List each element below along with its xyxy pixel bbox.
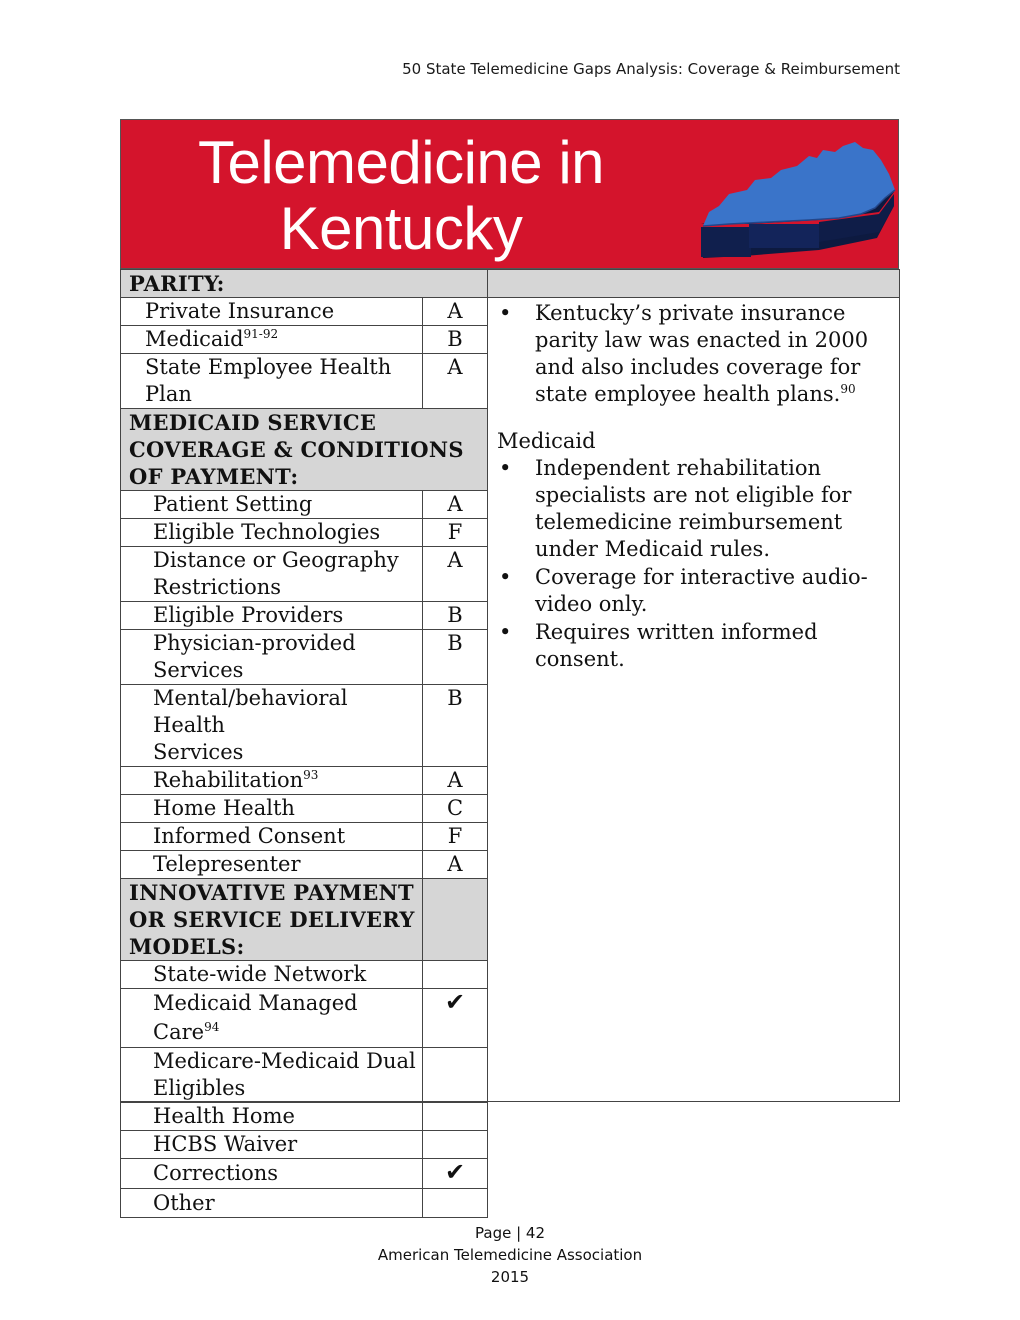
row-label: Physician-provided Services [121, 630, 423, 685]
table-row [121, 961, 488, 989]
section-header-innovative-payment [121, 879, 488, 961]
table-row [121, 989, 488, 1048]
check-icon: ✔ [423, 1159, 488, 1189]
table-row [121, 1048, 488, 1103]
table-row [121, 1103, 488, 1131]
table-row [121, 630, 488, 685]
table-row [121, 851, 488, 879]
row-label: Distance or Geography Restrictions [121, 547, 423, 602]
section-header-medicaid-service [121, 409, 488, 491]
row-label: Informed Consent [121, 823, 423, 851]
list-item: • Kentucky’s private insurance parity law was enacted in 2000 and also includes coverage for state employee health plans.$^{90}$ [497, 300, 892, 408]
footnote-ref: 94 [204, 1020, 220, 1034]
row-label: State Employee Health Plan [121, 354, 423, 409]
row-grade: A [423, 547, 488, 602]
row-label: Medicaid$^{91-92}$ [121, 326, 423, 354]
table-row [121, 519, 488, 547]
row-label: Health Home [121, 1103, 423, 1131]
section-heading-blank [423, 879, 488, 961]
row-grade: B [423, 326, 488, 354]
row-grade: C [423, 795, 488, 823]
table-row [121, 547, 488, 602]
row-label: Eligible Providers [121, 602, 423, 630]
check-icon [423, 961, 488, 989]
running-header: 50 State Telemedicine Gaps Analysis: Coverage & Reimbursement [402, 60, 900, 78]
footnote-ref: 91-92 [243, 327, 279, 341]
coverage-table [120, 269, 488, 1218]
table-row [121, 602, 488, 630]
row-label: State-wide Network [121, 961, 423, 989]
row-grade: B [423, 685, 488, 767]
list-item: • Requires written informed consent. [497, 619, 892, 673]
banner-title [151, 130, 651, 262]
medicaid-notes-heading: Medicaid [497, 429, 596, 453]
row-grade: A [423, 491, 488, 519]
table-row [121, 298, 488, 326]
row-label: Corrections [121, 1159, 423, 1189]
row-label: Other [121, 1189, 423, 1218]
banner-title-line-2: Kentucky [279, 195, 523, 262]
kentucky-state-map-icon [689, 132, 899, 267]
table-row [121, 326, 488, 354]
footer-year: 2015 [490, 1268, 530, 1286]
row-label: Medicaid Managed Care$^{94}$ [121, 989, 423, 1048]
notes-column [497, 300, 892, 674]
list-item: • Coverage for interactive audio-video only. [497, 564, 892, 618]
list-item: • Independent rehabilitation specialists are not eligible for telemedicine reimbursement under Medicaid rules. [497, 455, 892, 563]
row-grade: F [423, 823, 488, 851]
row-label: Mental/behavioral Health Services [121, 685, 423, 767]
table-row [121, 823, 488, 851]
row-label: Home Health [121, 795, 423, 823]
table-row [121, 795, 488, 823]
row-grade: A [423, 851, 488, 879]
check-icon [423, 1103, 488, 1131]
footnote-ref: 93 [303, 768, 319, 782]
section-header-parity [121, 270, 488, 298]
title-banner [120, 119, 899, 269]
table-row [121, 767, 488, 795]
section-heading: MEDICAID SERVICE COVERAGE & CONDITIONS OF PAYMENT: [121, 409, 488, 491]
check-icon [423, 1131, 488, 1159]
table-row [121, 1159, 488, 1189]
row-grade: B [423, 602, 488, 630]
table-row [121, 354, 488, 409]
table-row [121, 1189, 488, 1218]
row-grade: B [423, 630, 488, 685]
parity-notes [497, 300, 892, 408]
table-row [121, 685, 488, 767]
row-label: HCBS Waiver [121, 1131, 423, 1159]
row-label: Eligible Technologies [121, 519, 423, 547]
banner-title-line-1: Telemedicine in [197, 129, 605, 196]
page-footer [0, 1222, 1020, 1288]
section-heading: INNOVATIVE PAYMENT OR SERVICE DELIVERY MODELS: [121, 879, 423, 961]
row-label: Rehabilitation$^{93}$ [121, 767, 423, 795]
section-heading: PARITY: [121, 270, 488, 298]
medicaid-notes [497, 455, 892, 673]
notes-header-bar [488, 270, 899, 298]
table-row [121, 1131, 488, 1159]
row-grade: A [423, 767, 488, 795]
row-grade: A [423, 354, 488, 409]
check-icon: ✔ [423, 989, 488, 1048]
row-label: Medicare-Medicaid Dual Eligibles [121, 1048, 423, 1103]
check-icon [423, 1189, 488, 1218]
page-number: Page | 42 [475, 1224, 545, 1242]
row-grade: F [423, 519, 488, 547]
row-grade: A [423, 298, 488, 326]
row-label: Patient Setting [121, 491, 423, 519]
footnote-ref: 90 [840, 382, 856, 396]
check-icon [423, 1048, 488, 1103]
organization-name: American Telemedicine Association [377, 1246, 643, 1264]
row-label: Private Insurance [121, 298, 423, 326]
table-row [121, 491, 488, 519]
row-label: Telepresenter [121, 851, 423, 879]
